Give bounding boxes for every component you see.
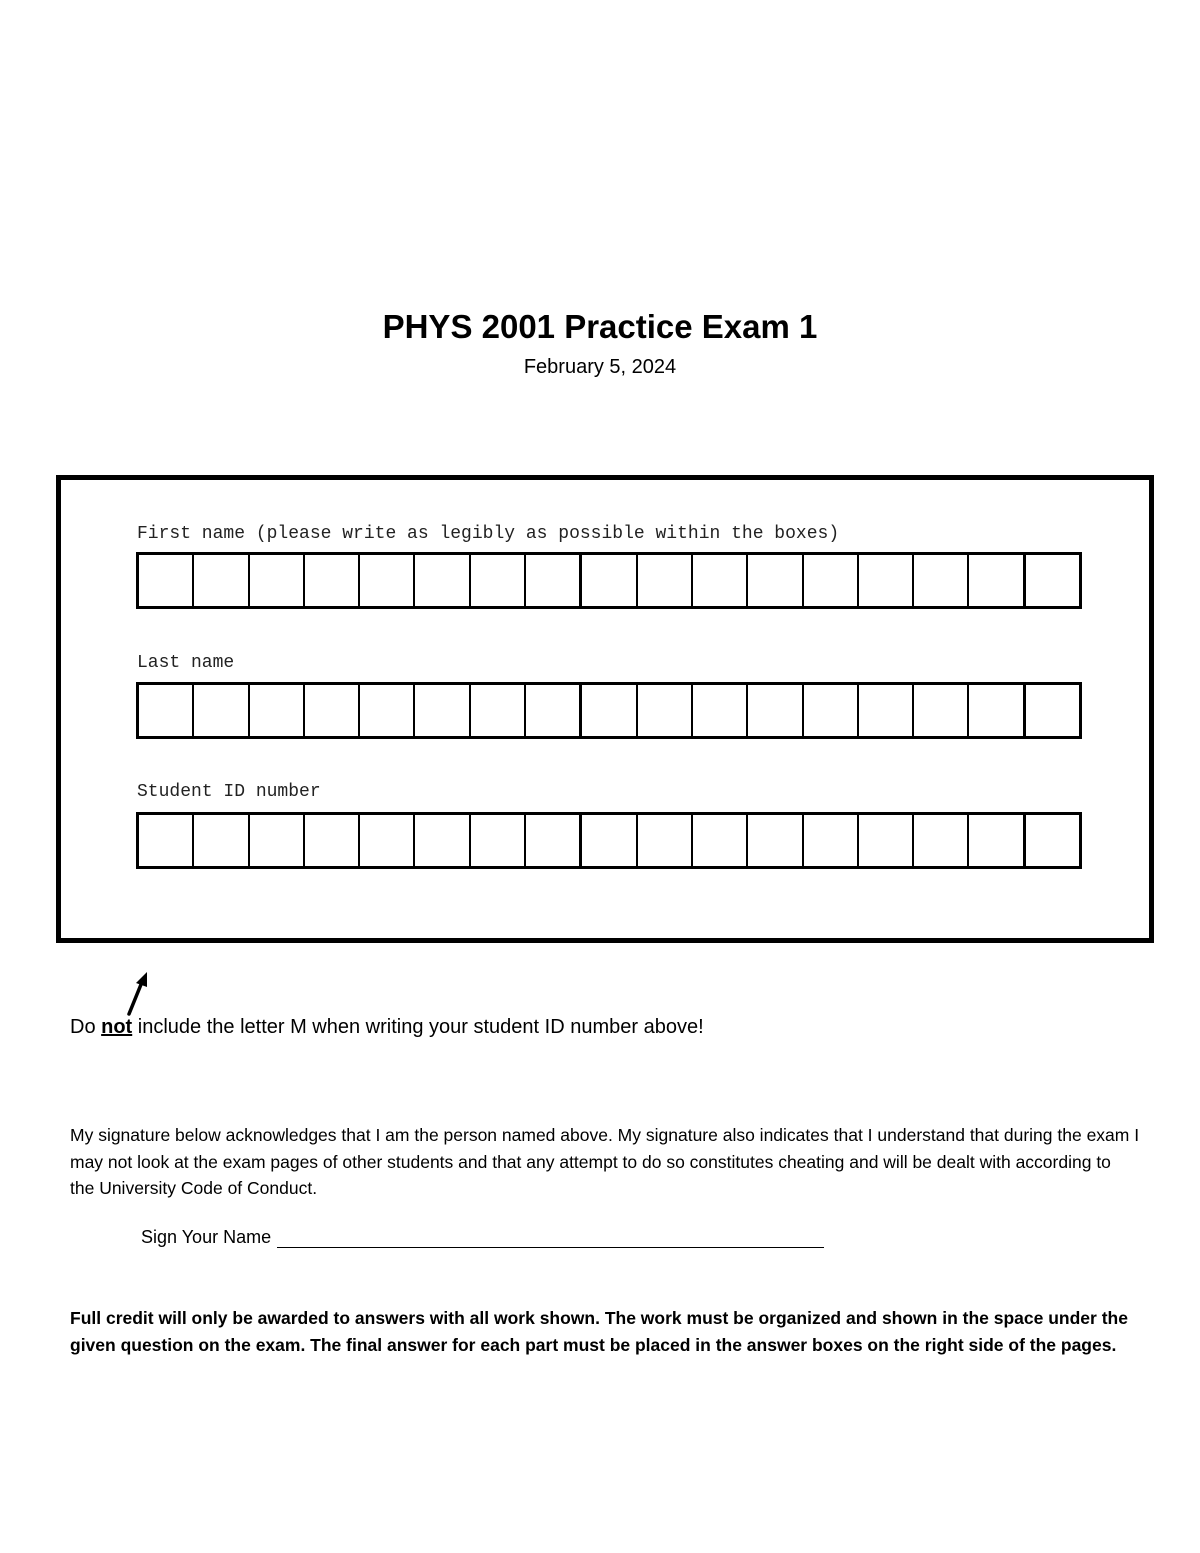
character-box[interactable]	[194, 555, 249, 606]
character-box[interactable]	[415, 685, 470, 736]
character-box[interactable]	[693, 555, 748, 606]
signature-field	[141, 1227, 824, 1248]
character-box[interactable]	[360, 685, 415, 736]
acknowledgement-text: My signature below acknowledges that I am the person named above. My signature also indicates that I understand that during the exam I may not look at the exam pages of other students and that any attempt to do so constitutes cheating and will be dealt with according to the University Code of Conduct.	[70, 1125, 1140, 1198]
character-box[interactable]	[139, 815, 194, 866]
character-box[interactable]	[194, 685, 249, 736]
character-box[interactable]	[360, 555, 415, 606]
character-box[interactable]	[1026, 555, 1079, 606]
character-box[interactable]	[859, 555, 914, 606]
character-box[interactable]	[526, 685, 582, 736]
warning-suffix: include the letter M when writing your student ID number above!	[132, 1016, 704, 1038]
character-box[interactable]	[582, 555, 637, 606]
character-box[interactable]	[859, 685, 914, 736]
character-box[interactable]	[415, 555, 470, 606]
character-box[interactable]	[360, 815, 415, 866]
character-box[interactable]	[139, 555, 194, 606]
warning-emphasis: not	[101, 1016, 133, 1038]
character-box[interactable]	[250, 815, 305, 866]
character-box[interactable]	[1026, 815, 1079, 866]
character-box[interactable]	[194, 815, 249, 866]
character-box[interactable]	[748, 685, 803, 736]
character-box[interactable]	[969, 685, 1025, 736]
character-box[interactable]	[582, 815, 637, 866]
character-box[interactable]	[526, 555, 582, 606]
character-box[interactable]	[859, 815, 914, 866]
last-name-label: Last name	[137, 653, 235, 673]
character-box[interactable]	[914, 555, 969, 606]
first-name-boxes[interactable]	[136, 552, 1082, 609]
character-box[interactable]	[471, 555, 526, 606]
character-box[interactable]	[748, 555, 803, 606]
character-box[interactable]	[305, 555, 360, 606]
character-box[interactable]	[914, 685, 969, 736]
character-box[interactable]	[1026, 685, 1079, 736]
character-box[interactable]	[250, 555, 305, 606]
last-name-boxes[interactable]	[136, 682, 1082, 739]
character-box[interactable]	[471, 815, 526, 866]
character-box[interactable]	[748, 815, 803, 866]
student-id-warning	[70, 1016, 704, 1039]
first-name-label: First name (please write as legibly as possible within the boxes)	[137, 524, 840, 544]
character-box[interactable]	[526, 815, 582, 866]
character-box[interactable]	[969, 555, 1025, 606]
character-box[interactable]	[914, 815, 969, 866]
identification-form	[56, 475, 1154, 943]
character-box[interactable]	[250, 685, 305, 736]
signature-label: Sign Your Name	[141, 1227, 272, 1247]
warning-prefix: Do	[70, 1016, 102, 1038]
character-box[interactable]	[305, 815, 360, 866]
arrow-up-icon	[120, 970, 154, 1018]
character-box[interactable]	[804, 815, 859, 866]
character-box[interactable]	[693, 685, 748, 736]
character-box[interactable]	[804, 555, 859, 606]
character-box[interactable]	[638, 815, 693, 866]
credit-instructions: Full credit will only be awarded to answers with all work shown. The work must be organized and shown in the space under the given question on the exam. The final answer for each part must be placed in the answer boxes on the right side of the pages.	[70, 1308, 1128, 1355]
character-box[interactable]	[139, 685, 194, 736]
signature-line[interactable]	[277, 1227, 824, 1248]
character-box[interactable]	[804, 685, 859, 736]
character-box[interactable]	[415, 815, 470, 866]
character-box[interactable]	[638, 555, 693, 606]
character-box[interactable]	[969, 815, 1025, 866]
exam-title: PHYS 2001 Practice Exam 1	[382, 308, 818, 345]
character-box[interactable]	[638, 685, 693, 736]
student-id-boxes[interactable]	[136, 812, 1082, 869]
character-box[interactable]	[471, 685, 526, 736]
student-id-label: Student ID number	[137, 782, 321, 802]
character-box[interactable]	[582, 685, 637, 736]
exam-date: February 5, 2024	[523, 356, 677, 378]
character-box[interactable]	[305, 685, 360, 736]
character-box[interactable]	[693, 815, 748, 866]
